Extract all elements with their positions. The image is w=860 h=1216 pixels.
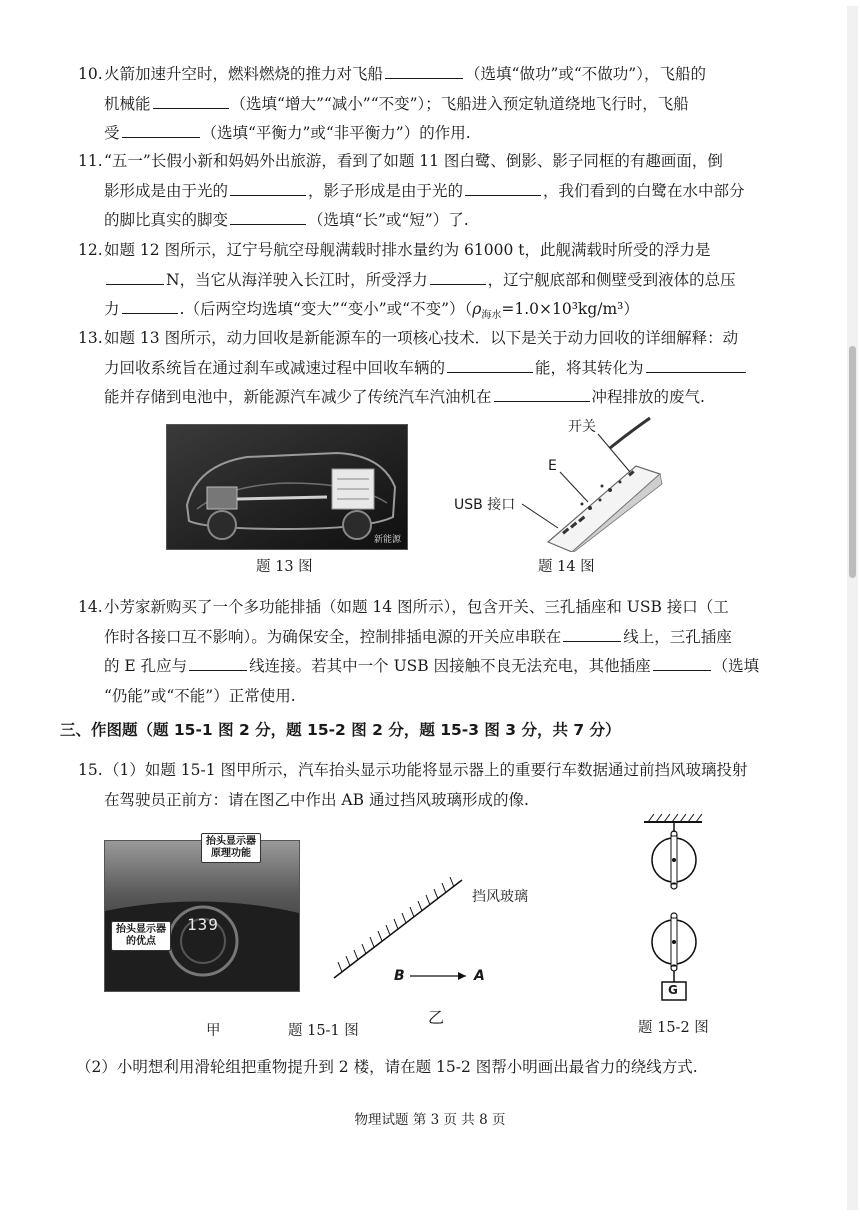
e-hole-label: E [548,458,557,474]
q13-text: 冲程排放的废气. [591,388,705,406]
answer-blank [106,268,164,285]
windshield-label: 挡风玻璃 [472,889,528,905]
badge-text: 原理功能 [211,848,251,859]
answer-blank [430,268,486,285]
q15-line-1 [78,756,778,786]
q13-line-3 [78,383,778,413]
q12-text: N，当它从海洋驶入长江时，所受浮力 [166,270,428,289]
q10-text: （选填“增大”“减小”“不变”）；飞船进入预定轨道绕地飞行时，飞船 [230,94,689,113]
q14-line-2 [78,623,778,653]
vertical-scrollbar[interactable] [847,6,858,1210]
rho-symbol: ρ [472,300,482,318]
q14-text: 线连接。若其中一个 USB 因接触不良无法充电，其他插座 [249,657,651,675]
answer-blank [153,92,229,109]
q13-text: 如题 13 图所示，动力回收是新能源车的一项核心技术．以下是关于动力回收的详细解释：动 [104,329,739,347]
question-15-part-2 [76,1053,796,1083]
switch-label: 开关 [568,419,596,435]
hud-principle-badge [201,833,261,863]
q12-text: ，辽宁舰底部和侧壁受到液体的总压 [487,270,736,289]
q12-text: .（后两空均选填“变大”“变小”或“不变”）（ [179,300,473,318]
q12-text: =1.0×10³kg/m³） [501,300,639,318]
power-strip-illustration [450,412,670,552]
point-a-label: A [474,968,485,984]
answer-blank [122,122,200,139]
answer-blank [385,63,463,80]
figure-15-2-pulley-diagram [630,806,720,1006]
answer-blank [230,179,306,196]
q13-text: 能，将其转化为 [535,358,644,377]
q12-text: 力 [104,300,120,318]
figure-14-power-strip [450,412,670,552]
q11-text: ，影子形成是由于光的 [308,181,464,200]
q10-text: 火箭加速升空时，燃料燃烧的推力对飞船 [104,65,384,83]
car-chassis-illustration [167,425,407,549]
answer-blank [230,209,306,226]
weight-g-label: G [668,983,678,997]
q10-line-2 [78,90,778,120]
badge-text: 的优点 [126,936,156,947]
answer-blank [447,356,533,373]
answer-blank [494,386,590,403]
q13-line-2 [78,354,778,384]
q11-text: 的脚比真实的脚变 [104,211,229,229]
answer-blank [563,625,621,642]
hud-speed-readout: 139 [187,915,219,934]
q15-part-2-text: （2）小明想利用滑轮组把重物提升到 2 楼，请在题 15-2 图帮小明画出最省力的绕线方式. [76,1058,698,1076]
figure-14-caption: 题 14 图 [538,559,595,575]
q10-text: （选填“做功”或“不做功”），飞船的 [465,65,706,83]
usb-port-label: USB 接口 [454,497,516,513]
q14-text: 作时各接口互不影响）。为确保安全，控制排插电源的开关应串联在 [104,627,562,646]
badge-text: 抬头显示器 [116,924,166,935]
answer-blank [646,356,746,373]
watermark: 新能源 [373,535,401,545]
q11-line-1 [78,147,778,177]
question-10 [78,60,778,149]
q15-text: 在驾驶员正前方：请在图乙中作出 AB 通过挡风玻璃形成的像. [104,790,529,809]
q14-text: “仍能”或“不能”）正常使用. [104,686,296,705]
question-number: 13. [78,329,103,347]
question-number: 10. [78,65,103,83]
q10-line-3 [78,119,778,149]
pulley-system-svg [630,806,720,1006]
rho-subscript: 海水 [481,310,502,322]
q10-line-1 [78,60,778,90]
figure-15-1-jia-label: 甲 [206,1023,221,1039]
q11-line-2 [78,177,778,207]
answer-blank [465,179,541,196]
hud-advantage-badge [111,921,171,951]
q14-line-3 [78,652,778,682]
q12-line-1 [78,236,778,266]
q12-line-2 [78,266,778,296]
question-number: 14. [78,598,103,616]
question-13 [78,324,778,413]
question-number: 15. [78,761,103,779]
figure-13-caption: 题 13 图 [256,559,313,575]
page-footer: 物理试题 第 3 页 共 8 页 [354,1112,506,1128]
q14-line-4 [78,682,778,712]
question-number: 12. [78,241,103,259]
answer-blank [189,655,247,672]
windshield-diagram-svg [330,870,580,1020]
q15-text: （1）如题 15-1 图甲所示，汽车抬头显示功能将显示器上的重要行车数据通过前挡风玻璃投射 [104,761,748,779]
figure-15-1-yi-label: 乙 [428,1008,445,1027]
answer-blank [122,298,178,315]
q13-line-1 [78,324,778,354]
question-14 [78,593,778,711]
section-3-heading: 三、作图题（题 15-1 图 2 分，题 15-2 图 2 分，题 15-3 图 3 分，共 7 分） [60,721,621,739]
figure-15-1-caption: 题 15-1 图 [288,1023,359,1039]
q11-text: ，我们看到的白鹭在水中部分 [543,181,745,200]
q10-text: （选填“平衡力”或“非平衡力”）的作用. [201,124,471,142]
q10-text: 机械能 [104,94,151,113]
q14-line-1 [78,593,778,623]
q11-text: 影形成是由于光的 [104,181,229,200]
answer-blank [653,655,711,672]
q14-text: 小芳家新购买了一个多功能排插（如题 14 图所示），包含开关、三孔插座和 USB 接口（工 [104,598,729,616]
figure-15-2-caption: 题 15-2 图 [638,1020,709,1036]
q10-text: 受 [104,124,120,142]
question-11 [78,147,778,236]
q13-text: 能并存储到电池中，新能源汽车减少了传统汽车汽油机在 [104,388,492,406]
figure-13-car-photo [166,424,408,550]
q14-text: （选填 [712,657,760,675]
q11-line-3 [78,206,778,236]
scrollbar-thumb[interactable] [849,346,856,578]
q11-text: “五一”长假小新和妈妈外出旅游，看到了如题 11 图白鹭、倒影、影子同框的有趣画面，倒 [104,152,723,170]
q12-text: 如题 12 图所示，辽宁号航空母舰满载时排水量约为 61000 t，此舰满载时所受的浮力是 [104,241,711,259]
figure-15-1-hud-photo [104,836,300,992]
q13-text: 力回收系统旨在通过刹车或减速过程中回收车辆的 [104,358,446,377]
figure-15-1-windshield-diagram [330,870,580,1020]
point-b-label: B [394,968,405,984]
question-12 [78,236,778,331]
question-number: 11. [78,152,103,170]
badge-text: 抬头显示器 [206,836,256,847]
q11-text: （选填“长”或“短”）了. [308,211,469,229]
q14-text: 的 E 孔应与 [104,657,188,675]
q14-text: 线上，三孔插座 [623,627,732,646]
